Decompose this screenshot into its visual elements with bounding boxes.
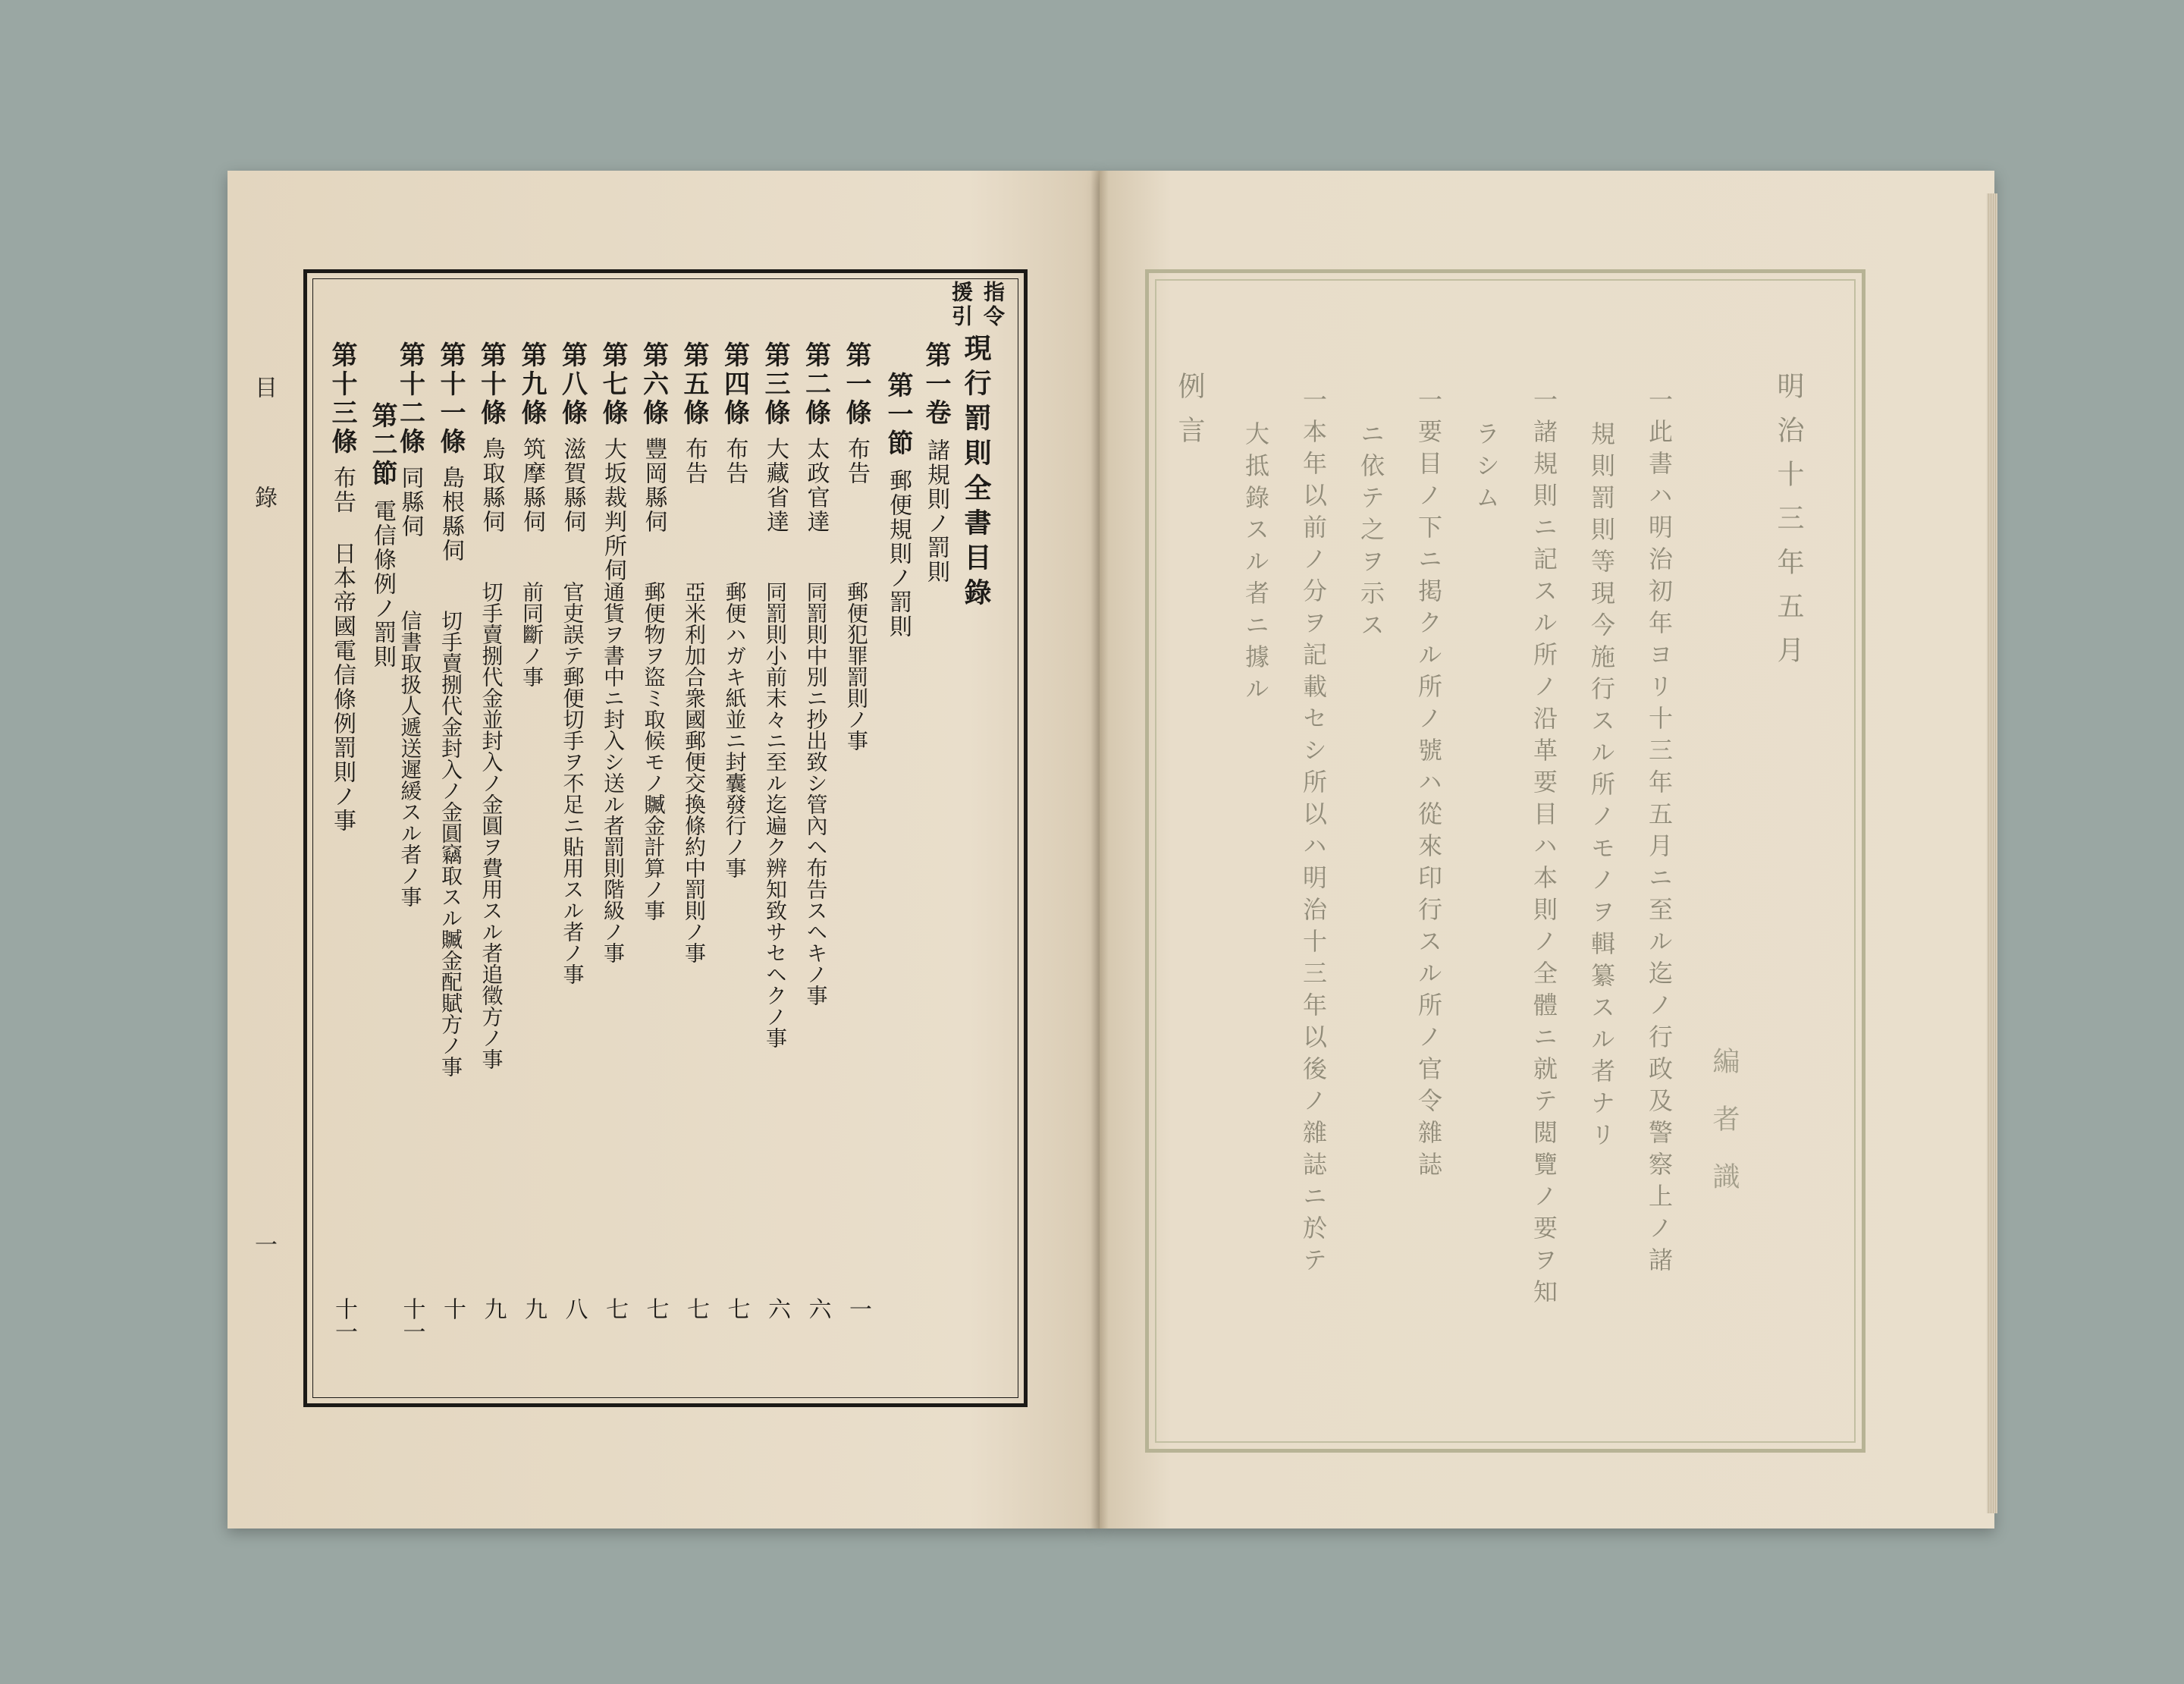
entry-source: 布告 bbox=[329, 466, 356, 514]
section1-label: 第一節 bbox=[883, 372, 913, 458]
entry-number: 第六條 bbox=[638, 341, 669, 428]
entry-subject: 切手賣捌代金封入ノ金圓竊取スル贓金配賦方ノ事 bbox=[438, 610, 463, 1077]
page-edges bbox=[1987, 193, 1997, 1513]
entry-number: 第八條 bbox=[557, 341, 588, 428]
entry-page: 七 bbox=[682, 1297, 709, 1320]
header-label-b: 援引 bbox=[949, 281, 974, 329]
entry-source: 大坂裁判所伺 bbox=[600, 437, 626, 583]
entry-subject: 通貨ヲ書中ニ封入シ送ル者罰則階級ノ事 bbox=[601, 581, 626, 963]
entry-number: 第九條 bbox=[516, 341, 547, 428]
entry-source: 筑摩縣伺 bbox=[519, 437, 545, 534]
entry-page: 七 bbox=[642, 1297, 669, 1320]
section2-title: 電信條例ノ罰則 bbox=[369, 499, 396, 669]
entry-page: 一 bbox=[845, 1297, 871, 1320]
left-page bbox=[228, 171, 1100, 1528]
entry-page: 八 bbox=[560, 1297, 588, 1320]
entry-page: 十一 bbox=[398, 1297, 425, 1343]
toc-entry bbox=[432, 341, 469, 1077]
gutter bbox=[1090, 171, 1109, 1528]
volume-col bbox=[918, 341, 954, 584]
toc-entry bbox=[717, 341, 753, 878]
volume-label: 第一卷 bbox=[921, 341, 951, 428]
toc-entry-13 bbox=[324, 341, 360, 833]
entry-subject: 前同斷ノ事 bbox=[519, 581, 544, 687]
toc-entry bbox=[676, 341, 712, 963]
entry-source: 豐岡縣伺 bbox=[640, 437, 667, 534]
header-col-b bbox=[943, 281, 979, 329]
entry-source: 太政官達 bbox=[802, 437, 830, 534]
entry-page: 七 bbox=[723, 1297, 750, 1320]
toc-entry bbox=[635, 341, 672, 921]
preface-line: ラシム bbox=[1472, 421, 1501, 517]
section1-title: 郵便規則ノ罰則 bbox=[885, 469, 912, 639]
header-col-a bbox=[974, 281, 1011, 329]
entry-subject: 同罰則中別ニ抄出致シ管內ヘ布告スヘキノ事 bbox=[803, 581, 829, 1006]
preface-line: ニ依テ之ヲ示ス bbox=[1357, 421, 1385, 644]
entry-subject: 郵便ハガキ紙並ニ封囊發行ノ事 bbox=[722, 581, 748, 878]
entry-page: 十一 bbox=[331, 1297, 357, 1343]
entry-page: 九 bbox=[520, 1297, 547, 1320]
book-spread bbox=[228, 171, 1994, 1528]
entry-number: 第二條 bbox=[800, 341, 831, 428]
entry-source: 布告 bbox=[721, 437, 748, 485]
toc-frame bbox=[303, 269, 1028, 1407]
entry-number: 第十二條 bbox=[394, 341, 425, 457]
preface-line: 一本年以前ノ分ヲ記載セシ所以ハ明治十三年以後ノ雜誌ニ於テ bbox=[1299, 387, 1328, 1279]
entry-subject: 亞米利加合衆國郵便交換條約中罰則ノ事 bbox=[682, 581, 707, 963]
entry-number: 第十一條 bbox=[435, 341, 466, 457]
section2-col bbox=[364, 402, 400, 669]
entry-number: 第五條 bbox=[679, 341, 709, 428]
entry-page: 九 bbox=[479, 1297, 507, 1320]
entry-source: 同縣伺 bbox=[397, 466, 424, 539]
entry-subject: 切手賣捌代金並封入ノ金圓ヲ費用スル者追徵方ノ事 bbox=[479, 581, 504, 1070]
entry-page: 六 bbox=[764, 1297, 790, 1320]
preface-closing: 例言 bbox=[1174, 372, 1205, 460]
header-label-a: 指令 bbox=[981, 281, 1006, 329]
entry-source: 島根縣伺 bbox=[438, 466, 464, 563]
entry-number: 第一條 bbox=[841, 341, 871, 428]
preface-line: 一此書ハ明治初年ヨリ十三年五月ニ至ル迄ノ行政及警察上ノ諸 bbox=[1645, 387, 1674, 1279]
toc-entry bbox=[838, 341, 874, 751]
title-col bbox=[958, 334, 994, 613]
volume-title: 諸規則ノ罰則 bbox=[923, 438, 949, 584]
entry-subject: 郵便物ヲ盜ミ取候モノ贓金計算ノ事 bbox=[641, 581, 667, 921]
preface-line: 規則罰則等現今施行スル所ノモノヲ輯纂スル者ナリ bbox=[1587, 421, 1616, 1154]
preface-line: 一諸規則ニ記スル所ノ沿革要目ハ本則ノ全體ニ就テ閲覽ノ要ヲ知 bbox=[1530, 387, 1558, 1311]
preface-line: 大抵錄スル者ニ據ル bbox=[1241, 421, 1270, 708]
toc-entry bbox=[513, 341, 550, 687]
folio: 一 bbox=[250, 1233, 277, 1255]
entry-subject: 日本帝國電信條例罰則ノ事 bbox=[329, 542, 356, 833]
preface-compiler: 編者識 bbox=[1709, 1047, 1740, 1220]
entry-number: 第三條 bbox=[760, 341, 790, 428]
entry-source: 大藏省達 bbox=[762, 437, 789, 534]
running-head: 目 錄 bbox=[250, 375, 277, 539]
entry-number: 第十條 bbox=[475, 341, 507, 428]
toc-entry bbox=[757, 341, 793, 1048]
entry-number: 第四條 bbox=[719, 341, 750, 428]
entry-source: 鳥取縣伺 bbox=[478, 437, 505, 534]
entry-page: 六 bbox=[804, 1297, 831, 1320]
preface-date: 明治十三年五月 bbox=[1773, 372, 1804, 680]
entry-page: 十 bbox=[439, 1297, 466, 1320]
entry-source: 布告 bbox=[681, 437, 708, 485]
toc-entry bbox=[473, 341, 510, 1070]
preface-line: 一要目ノ下ニ掲クル所ノ號ハ從來印行スル所ノ官令雜誌 bbox=[1414, 387, 1443, 1183]
entry-source: 滋賀縣伺 bbox=[559, 437, 586, 534]
toc-entry bbox=[798, 341, 834, 1006]
entry-source: 布告 bbox=[843, 437, 870, 485]
entry-page: 七 bbox=[601, 1297, 628, 1320]
toc-entry bbox=[554, 341, 591, 985]
entry-subject: 信書取扱人遞送遲緩スル者ノ事 bbox=[397, 610, 423, 907]
toc-entry bbox=[595, 341, 631, 963]
toc-title: 現行罰則全書目錄 bbox=[960, 334, 992, 613]
preface-frame bbox=[1145, 269, 1866, 1453]
section2-label: 第二節 bbox=[367, 402, 397, 489]
section1-col bbox=[880, 372, 916, 639]
entry-subject: 郵便犯罪罰則ノ事 bbox=[844, 581, 869, 751]
entry-number: 第十三條 bbox=[327, 341, 357, 457]
entry-number: 第七條 bbox=[598, 341, 628, 428]
entry-subject: 同罰則小前末々ニ至ル迄遍ク辨知致サセヘクノ事 bbox=[763, 581, 788, 1048]
right-page bbox=[1100, 171, 1994, 1528]
entry-subject: 官吏誤テ郵便切手ヲ不足ニ貼用スル者ノ事 bbox=[560, 581, 585, 985]
